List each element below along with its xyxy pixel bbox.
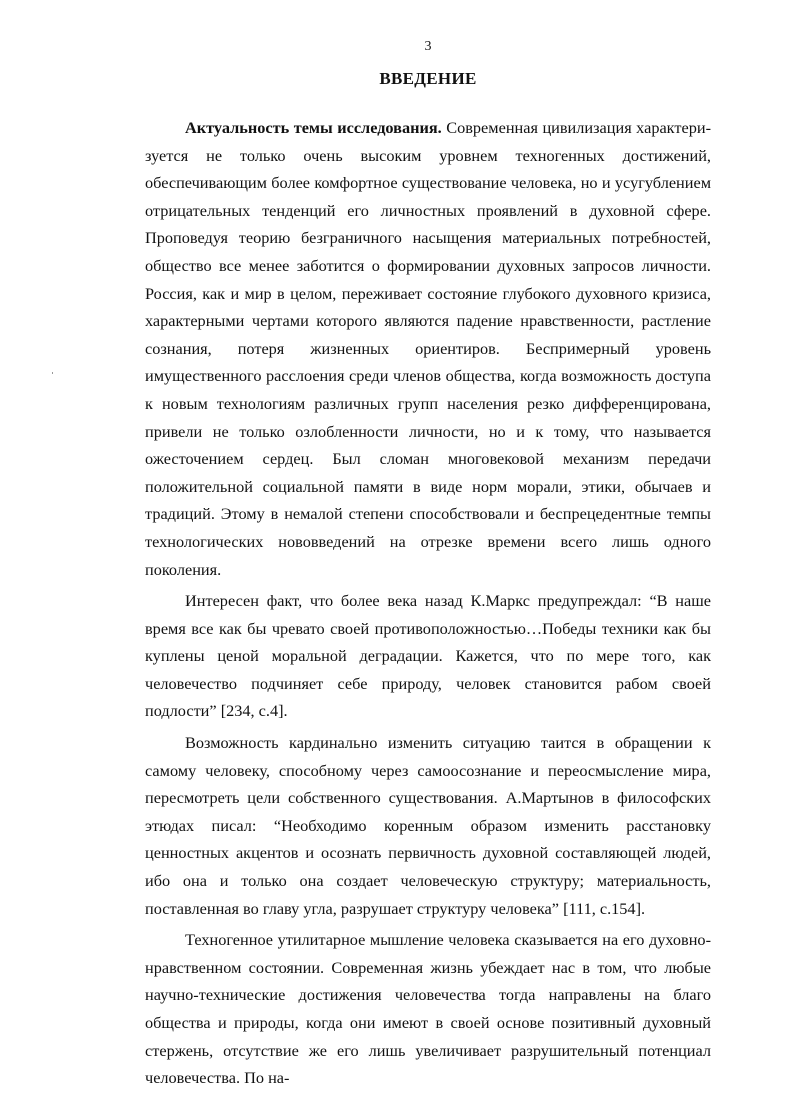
section-heading: ВВЕДЕНИЕ [379,69,477,88]
paragraph-relevance [145,114,711,583]
paragraph-text: Возможность кардинально изменить ситуацию таится в обращении к самому человеку, способному через самоосознание и переосмысление мира, пересмотреть цели собственного существования. А.Мартынов в философских этюдах писал: “Необходимо коренным образом изменить расстановку ценностных акцентов и осознать первичность духовной составляющей людей, ибо она и только она создает человеческую структуру; материальность, поставленная во главу угла, разрушает структуру человека” [111, с.154]. [145,733,711,918]
paragraph-marx-quote [145,587,711,725]
paragraph-text: Интересен факт, что более века назад К.Маркс предупреждал: “В наше время все как бы чревато своей противоположностью…Победы техники как бы куплены ценой моральной деградации. Кажется, что по мере того, как человечество подчиняет себе природу, человек становится рабом своей подлости” [234, с.4]. [145,591,711,721]
paragraph-martynov-quote [145,729,711,922]
margin-speck [52,372,53,374]
paragraph-text: Современная цивилизация характеризуется не только очень высоким уровнем техногенных достижений, обеспечивающим более комфортное существование человека, но и усугублением отрицательных тенденций его личностных проявлений в духовной сфере. Проповедуя теорию безграничного насыщения материальных потребностей, общество все менее заботится о формировании духовных запросов личности. Россия, как и мир в целом, переживает состояние глубокого духовного кризиса, характерными чертами которого являются падение нравственности, растление сознания, потеря жизненных ориентиров. Беспримерный уровень имущественного расслоения среди членов общества, когда возможность доступа к новым технологиям различных групп населения резко дифференцирована, привели не только озлобленности личности, но и к тому, что называется ожесточением сердец. Был сломан многовековой механизм передачи положительной социальной памяти в виде норм морали, этики, обычаев и традиций. Этому в немалой степени способствовали и беспрецедентные темпы технологических нововведений на отрезке времени всего лишь одного поколения. [145,118,711,579]
paragraph-lead: Актуальность темы исследования. [185,118,442,137]
paragraph-text: Техногенное утилитарное мышление человека сказывается на его духовно-нравственном состоянии. Современная жизнь убеждает нас в том, что любые научно-технические достижения человечества тогда направлены на благо общества и природы, когда они имеют в своей основе позитивный духовный стержень, отсутствие же его лишь увеличивает разрушительный потенциал человечества. По на- [145,930,711,1088]
paragraph-technogenic [145,926,711,1092]
page-number: 3 [424,39,432,54]
document-page [145,38,711,1096]
